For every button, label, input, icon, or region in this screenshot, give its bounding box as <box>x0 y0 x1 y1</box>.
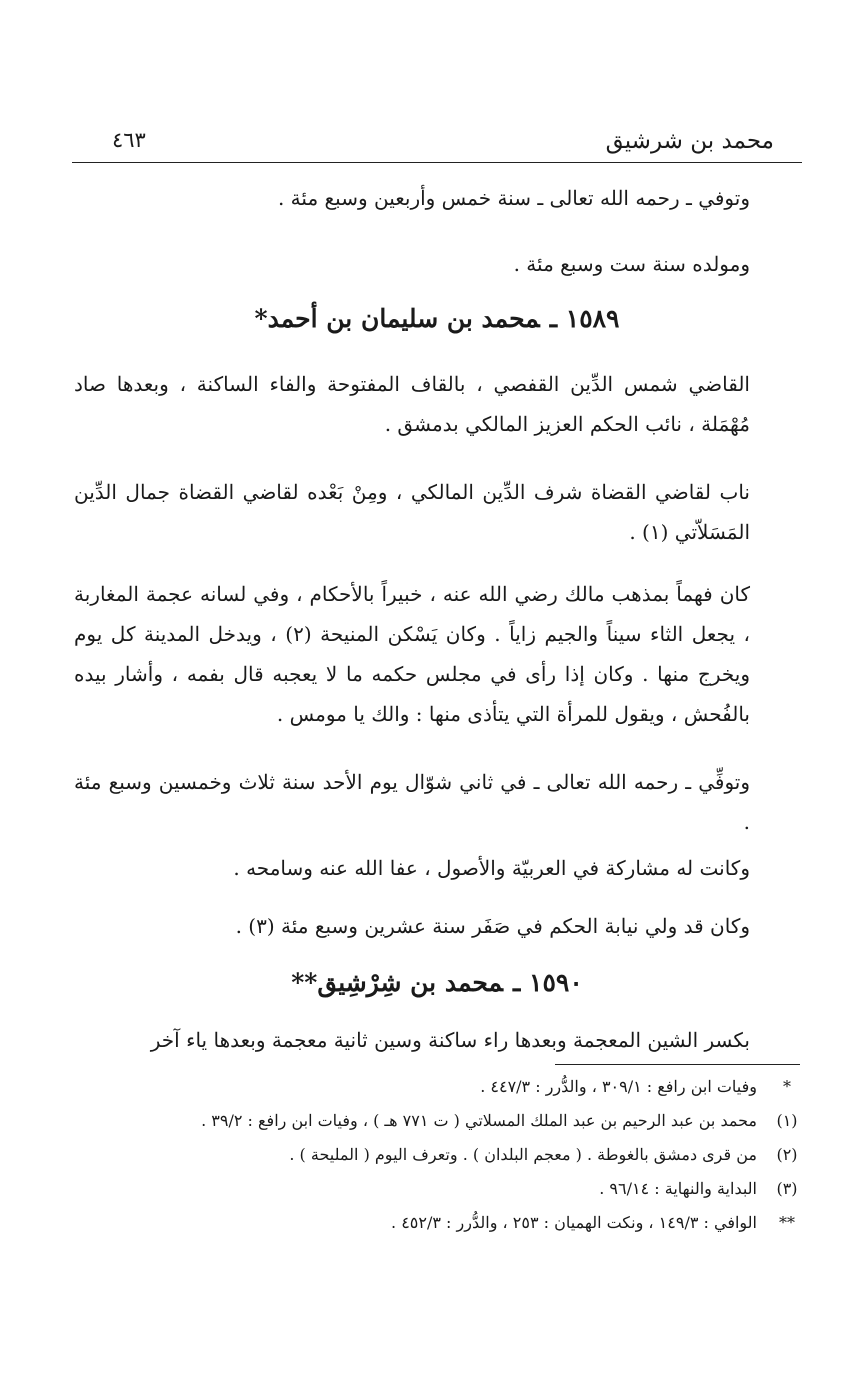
entry-heading-1589 <box>72 304 802 333</box>
paragraph-identity: القاضي شمس الدِّين القفصي ، بالقاف المفتوحة والفاء الساكنة ، وبعدها صاد مُهْمَلة ، نائب الحكم العزيز المالكي بدمشق . <box>74 372 750 436</box>
entry-name: محمد بن شِرْشِيق** <box>291 968 504 997</box>
entry-name: محمد بن سليمان بن أحمد* <box>254 304 540 333</box>
entry-number: ١٥٨٩ ـ <box>549 304 620 333</box>
page-header <box>72 118 802 163</box>
page-number: ٤٦٣ <box>112 128 146 152</box>
footnote-separator <box>555 1064 800 1065</box>
footnote <box>160 1070 805 1104</box>
paragraph-death: وتوفي ـ رحمه الله تعالى ـ سنة خمس وأربعين وسبع مئة . <box>277 186 750 210</box>
footnote-text: الوافي : ١٤٩/٣ ، ونكت الهميان : ٢٥٣ ، والدُّرر : ٤٥٢/٣ . <box>391 1213 757 1232</box>
paragraph-office: وكان قد ولي نيابة الحكم في صَفَر سنة عشرين وسبع مئة (٣) . <box>235 914 750 938</box>
footnote <box>160 1104 805 1138</box>
footnote-mark: (٣) <box>776 1179 798 1198</box>
footnote-mark: * <box>783 1077 791 1096</box>
footnote-mark: (١) <box>776 1111 798 1130</box>
paragraph-scholarship: وكانت له مشاركة في العربيّة والأصول ، عفا الله عنه وسامحه . <box>233 856 750 880</box>
footnotes <box>160 1070 805 1240</box>
paragraph-birth: ومولده سنة ست وسبع مئة . <box>513 252 750 276</box>
paragraph-spelling: بكسر الشين المعجمة وبعدها راء ساكنة وسين ثانية معجمة وبعدها ياء آخر <box>150 1028 750 1052</box>
footnote-text: محمد بن عبد الرحيم بن عبد الملك المسلاتي ( ت ٧٧١ هـ ) ، وفيات ابن رافع : ٣٩/٢ . <box>201 1111 757 1130</box>
entry-number: ١٥٩٠ ـ <box>513 968 583 997</box>
footnote <box>160 1138 805 1172</box>
footnote-text: من قرى دمشق بالغوطة . ( معجم البلدان ) . وتعرف اليوم ( المليحة ) . <box>289 1145 757 1164</box>
running-title: محمد بن شرشيق <box>605 128 774 154</box>
paragraph-death-1589: وتوفِّي ـ رحمه الله تعالى ـ في ثاني شوّال يوم الأحد سنة ثلاث وخمسين وسبع مئة . <box>74 770 750 834</box>
footnote-text: البداية والنهاية : ٩٦/١٤ . <box>599 1179 757 1198</box>
entry-heading-1590 <box>72 968 802 997</box>
paragraph-deputy: ناب لقاضي القضاة شرف الدِّين المالكي ، ومِنْ بَعْده لقاضي القضاة جمال الدِّين المَسَلاّتي (١) . <box>74 480 750 544</box>
footnote-mark: ** <box>779 1213 795 1232</box>
footnote <box>160 1206 805 1240</box>
footnote-text: وفيات ابن رافع : ٣٠٩/١ ، والدُّرر : ٤٤٧/٣ . <box>480 1077 757 1096</box>
paragraph-character: كان فهماً بمذهب مالك رضي الله عنه ، خبيراً بالأحكام ، وفي لسانه عجمة المغاربة ، يجعل الثاء سيناً والجيم زاياً . وكان يَسْكن المنيحة (٢) ، ويدخل المدينة كل يوم ويخرج منها . وكان إذا رأى في مجلس حكمه ما لا يعجبه قال بفمه ، وأشار بيده بالفُحش ، ويقول للمرأة التي يتأذى منها : والك يا مومس . <box>74 582 751 726</box>
footnote <box>160 1172 805 1206</box>
footnote-mark: (٢) <box>776 1145 798 1164</box>
